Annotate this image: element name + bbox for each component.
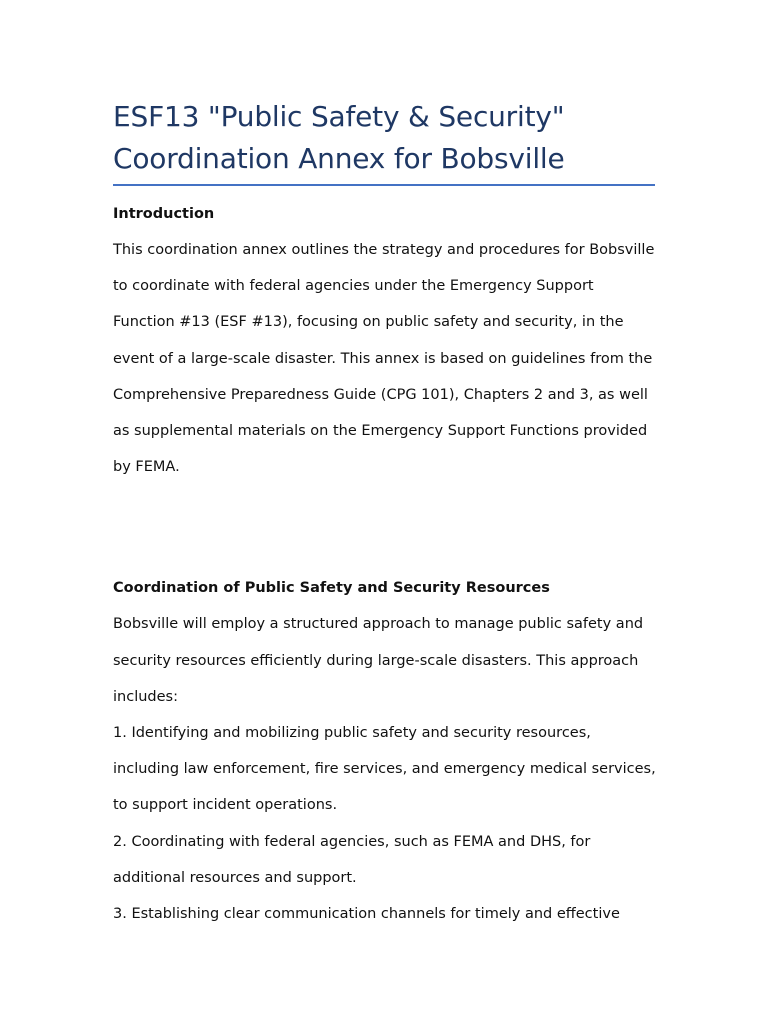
- list-item: 2. Coordinating with federal agencies, such as FEMA and DHS, for additional resources and support.: [113, 833, 591, 886]
- spacer: [113, 485, 658, 570]
- title-line-2: Coordination Annex for Bobsville: [113, 142, 565, 175]
- title-underline-divider: [113, 184, 655, 186]
- list-item: 3. Establishing clear communication channels for timely and effective: [113, 906, 620, 923]
- section-introduction: [113, 196, 658, 485]
- document-page: [113, 96, 658, 932]
- section-coordination-resources: [113, 570, 658, 932]
- title-line-1: ESF13 "Public Safety & Security": [113, 100, 565, 133]
- section-heading: Introduction: [113, 206, 215, 222]
- section-paragraph: Bobsville will employ a structured approach to manage public safety and security resources efficiently during large-scale disasters. This approach includes:: [113, 616, 644, 705]
- list-item: 1. Identifying and mobilizing public safety and security resources, including law enforcement, fire services, and emergency medical services, to support incident operations.: [113, 725, 656, 814]
- section-paragraph: This coordination annex outlines the strategy and procedures for Bobsville to coordinate with federal agencies under the Emergency Support Function #13 (ESF #13), focusing on public safety and security, in the event of a large-scale disaster. This annex is based on guidelines from the Comprehensive Preparedness Guide (CPG 101), Chapters 2 and 3, as well as supplemental materials on the Emergency Support Functions provided by FEMA.: [113, 242, 655, 476]
- section-heading: Coordination of Public Safety and Security Resources: [113, 580, 550, 597]
- document-title: [113, 96, 658, 180]
